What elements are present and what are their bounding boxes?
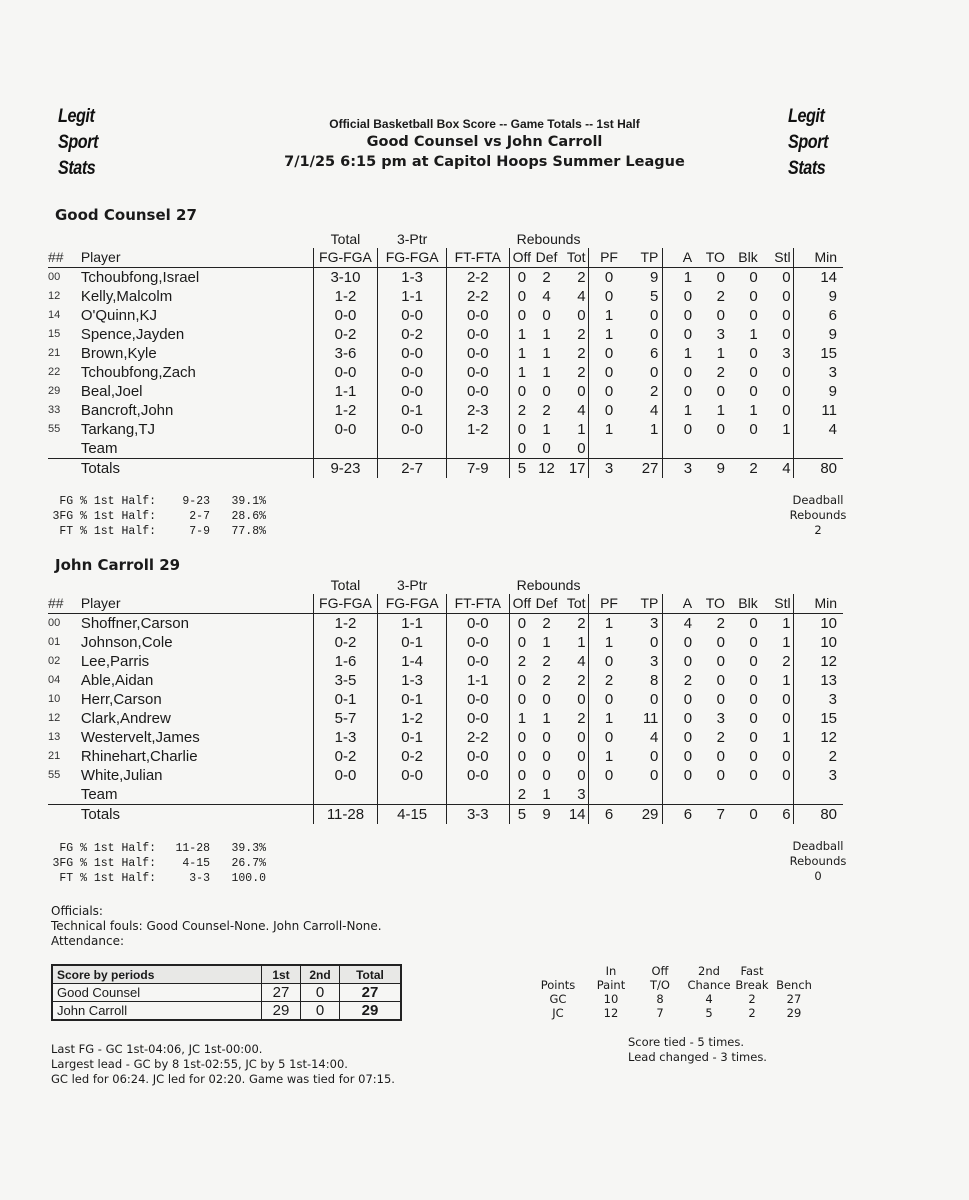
score-row-good-counsel: Good Counsel 27 0 27 (52, 984, 401, 1002)
player-name: Lee,Parris (80, 653, 150, 670)
player-row: 00 Tchoubfong,Israel 3-10 1-3 2-2 0 2 2 0 9 1 0 0 0 14 (48, 269, 837, 286)
column-header-row: ## Player FG-FGA FG-FGA FT-FTA Off Def Tot PF TP A TO Blk Stl Min (48, 248, 843, 268)
player-name: White,Julian (80, 767, 163, 784)
officials-block (51, 904, 382, 949)
shooting-pct-row: 3FG % 1st Half: 4-15 26.7% (52, 857, 266, 870)
points-header-row-1: In Off 2nd Fast (605, 964, 764, 978)
totals-row: Totals 9-23 2-7 7-9 5 12 17 3 27 3 9 2 4 80 (48, 459, 843, 479)
shooting-pct-row: FT % 1st Half: 7-9 77.8% (59, 525, 266, 538)
technical-fouls: Technical fouls: Good Counsel-None. John Carroll-None. (51, 919, 382, 933)
player-row: 13 Westervelt,James 1-3 0-1 2-2 0 0 0 0 4 0 2 0 1 12 (48, 729, 837, 746)
shooting-percentages-john-carroll (48, 841, 266, 886)
player-row: 21 Rhinehart,Charlie 0-2 0-2 0-0 0 0 0 1 0 0 0 0 0 2 (48, 748, 837, 765)
player-row: 01 Johnson,Cole 0-2 0-1 0-0 0 1 1 1 0 0 0 0 1 10 (48, 634, 837, 651)
player-row: 10 Herr,Carson 0-1 0-1 0-0 0 0 0 0 0 0 0 0 0 3 (48, 691, 837, 708)
tie-summary (628, 1035, 767, 1065)
player-name: Team (80, 786, 118, 803)
shooting-pct-row: FG % 1st Half: 11-28 39.3% (59, 842, 266, 855)
score-row-john-carroll: John Carroll 29 0 29 (52, 1002, 401, 1021)
player-name: Shoffner,Carson (80, 615, 189, 632)
score-header-row: Score by periods 1st 2nd Total (52, 965, 401, 984)
box-score-table-good-counsel (48, 230, 843, 478)
player-row: Team 0 0 0 (48, 439, 843, 459)
player-name: Tarkang,TJ (80, 421, 156, 438)
matchup-title: Good Counsel vs John Carroll (366, 134, 603, 150)
player-row: 22 Tchoubfong,Zach 0-0 0-0 0-0 1 1 2 0 0 0 2 0 0 3 (48, 364, 837, 381)
totals-row: Totals 11-28 4-15 3-3 5 9 14 6 29 6 7 0 6 80 (48, 805, 843, 825)
box-score-subtitle: Official Basketball Box Score -- Game Totals -- 1st Half (329, 117, 640, 131)
player-row: 02 Lee,Parris 1-6 1-4 0-0 2 2 4 0 3 0 0 0 2 12 (48, 653, 837, 670)
column-header-row: ## Player FG-FGA FG-FGA FT-FTA Off Def Tot PF TP A TO Blk Stl Min (48, 594, 843, 614)
points-row: JC 12 7 5 2 29 (552, 1006, 802, 1020)
player-name: Spence,Jayden (80, 326, 185, 343)
last-fg: Last FG - GC 1st-04:06, JC 1st-00:00. (51, 1042, 263, 1056)
attendance-label: Attendance: (51, 934, 124, 948)
player-name: Team (80, 440, 118, 457)
points-header-row-2: Points Paint T/O Chance Break Bench (540, 978, 812, 992)
points-row: GC 10 8 4 2 27 (549, 992, 802, 1006)
points-breakdown-table (528, 964, 816, 1020)
player-row: 14 O'Quinn,KJ 0-0 0-0 0-0 0 0 0 1 0 0 0 0 0 6 (48, 307, 837, 324)
shooting-pct-row: 3FG % 1st Half: 2-7 28.6% (52, 510, 266, 523)
player-row: 00 Shoffner,Carson 1-2 1-1 0-0 0 2 2 1 3 4 2 0 1 10 (48, 615, 837, 632)
deadball-rebounds-good-counsel: Deadball Rebounds 2 (789, 493, 847, 537)
logo-left: Legit Sport Stats (58, 106, 99, 179)
shooting-pct-row: FG % 1st Half: 9-23 39.1% (59, 495, 266, 508)
deadball-rebounds-john-carroll: Deadball Rebounds 0 (789, 839, 847, 883)
player-name: Beal,Joel (80, 383, 143, 400)
player-row: 12 Kelly,Malcolm 1-2 1-1 2-2 0 4 4 0 5 0 2 0 0 9 (48, 288, 837, 305)
team-title-john-carroll: John Carroll 29 (55, 556, 181, 574)
player-row: 55 Tarkang,TJ 0-0 0-0 1-2 0 1 1 1 1 0 0 0 1 4 (48, 421, 837, 438)
player-row: Team 2 1 3 (48, 785, 843, 805)
player-name: Bancroft,John (80, 402, 174, 419)
player-name: Herr,Carson (80, 691, 162, 708)
player-name: O'Quinn,KJ (80, 307, 158, 324)
lead-changed: Lead changed - 3 times. (628, 1050, 767, 1064)
score-by-periods-table (51, 964, 402, 1021)
logo-right: Legit Sport Stats (788, 106, 829, 179)
player-name: Able,Aidan (80, 672, 154, 689)
player-row: 04 Able,Aidan 3-5 1-3 1-1 0 2 2 2 8 2 0 0 1 13 (48, 672, 837, 689)
player-row: 33 Bancroft,John 1-2 0-1 2-3 2 2 4 0 4 1 1 1 0 11 (48, 402, 837, 419)
game-datetime: 7/1/25 6:15 pm at Capitol Hoops Summer League (284, 154, 685, 170)
player-row: 15 Spence,Jayden 0-2 0-2 0-0 1 1 2 1 0 0 3 1 0 9 (48, 326, 837, 343)
group-header-row: Total 3-Ptr Rebounds (330, 231, 581, 247)
game-summary (51, 1042, 395, 1087)
shooting-percentages-good-counsel (48, 494, 266, 539)
team-title-good-counsel: Good Counsel 27 (55, 206, 197, 224)
officials-label: Officials: (51, 904, 103, 918)
player-name: Johnson,Cole (80, 634, 173, 651)
lead-time: GC led for 06:24. JC led for 02:20. Game was tied for 07:15. (51, 1072, 395, 1086)
player-row: 29 Beal,Joel 1-1 0-0 0-0 0 0 0 0 2 0 0 0 0 9 (48, 383, 837, 400)
player-name: Rhinehart,Charlie (80, 748, 198, 765)
box-score-table-john-carroll (48, 576, 843, 824)
player-name: Tchoubfong,Zach (80, 364, 196, 381)
score-tied: Score tied - 5 times. (628, 1035, 745, 1049)
player-name: Brown,Kyle (80, 345, 157, 362)
largest-lead: Largest lead - GC by 8 1st-02:55, JC by 5 1st-14:00. (51, 1057, 348, 1071)
shooting-pct-row: FT % 1st Half: 3-3 100.0 (59, 872, 266, 885)
group-header-row: Total 3-Ptr Rebounds (330, 577, 581, 593)
player-name: Kelly,Malcolm (80, 288, 173, 305)
player-row: 12 Clark,Andrew 5-7 1-2 0-0 1 1 2 1 11 0 3 0 0 15 (48, 710, 837, 727)
player-name: Westervelt,James (80, 729, 200, 746)
player-name: Clark,Andrew (80, 710, 171, 727)
player-name: Tchoubfong,Israel (80, 269, 200, 286)
player-row: 21 Brown,Kyle 3-6 0-0 0-0 1 1 2 0 6 1 1 0 3 15 (48, 345, 837, 362)
player-row: 55 White,Julian 0-0 0-0 0-0 0 0 0 0 0 0 0 0 0 3 (48, 767, 837, 784)
